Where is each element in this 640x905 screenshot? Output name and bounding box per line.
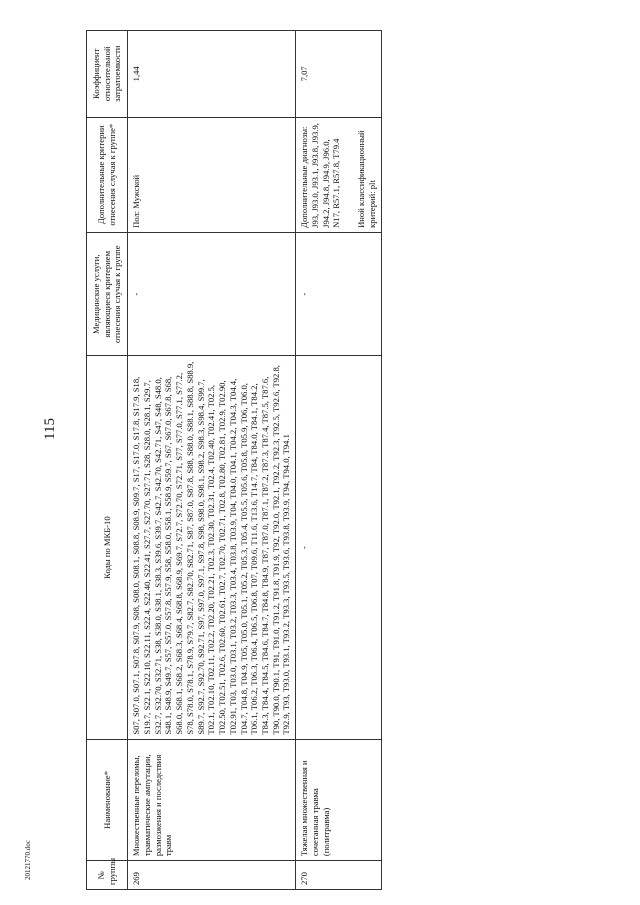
cell-name: Тяжелая множественная и сочетанная травма (политравма) — [296, 739, 381, 861]
footer-filename: 20121770.doc — [24, 840, 32, 880]
cell-services: - — [296, 232, 381, 356]
cell-name: Множественные переломы, травматические ампутации, размозжения и последствия травм — [128, 739, 296, 861]
header-name: Наименование* — [87, 739, 128, 861]
extra-criteria-text: Пол: Мужской — [131, 174, 142, 228]
cell-group-no: 269 — [128, 861, 296, 890]
cell-coefficient: 1,44 — [128, 31, 296, 118]
table-row — [296, 31, 381, 890]
cell-codes: S07, S07.0, S07.1, S07.8, S07.9, S08, S08.0, S08.1, S08.8, S08.9, S09.7, S17, S17.0, S17.8, S17.9, S18, S19.7, S22.1, S22.10, S22.11, S22.4, S22.40, S22.41, S27.7, S27.70, S27.71, S28, S28.0, S28.1, S29.7, S32.7, S32.70, S32.71, S38, S38.0, S38.1, S38.3, S39.6, S39.7, S42.7, S42.70, S42.71, S47, S48, S48.0, S48.1, S48.9, S49.7, S57, S57.0, S57.8, S57.9, S58, S58.0, S58.1, S58.9, S59.7, S67, S67.0, S67.8, S68, S68.0, S68.1, S68.2, S68.3, S68.4, S68.8, S68.9, S69.7, S72.7, S72.70, S72.71, S77, S77.0, S77.1, S77.2, S78, S78.0, S78.1, S78.9, S79.7, S82.7, S82.70, S82.71, S87, S87.0, S87.8, S88, S88.0, S88.1, S88.8, S88.9, S89.7, S92.7, S92.70, S92.71, S97, S97.0, S97.1, S97.8, S98, S98.0, S98.1, S98.2, S98.3, S98.4, S99.7, T02.1, T02.10, T02.11, T02.2, T02.20, T02.21, T02.3, T02.30, T02.31, T02.4, T02.40, T02.41, T02.5, T02.50, T02.51, T02.6, T02.60, T02.61, T02.7, T02.70, T02.71, T02.8, T02.80, T02.81, T02.9, T02.90, T02.91, T03, T03.0, T03.1, T03.2, T03.3, T03.4, T03.8, T03.9, T04, T04.0, T04.1, T04.2, T04.3, T04.4, T04.7, T04.8, T04.9, T05, T05.0, T05.1, T05.2, T05.3, T05.4, T05.5, T05.6, T05.8, T05.9, T06, T06.0, T06.1, T06.2, T06.3, T06.4, T06.5, T06.8, T07, T09.6, T11.6, T13.6, T14.7, T84, T84.0, T84.1, T84.2, T84.3, T84.4, T84.5, T84.6, T84.7, T84.8, T84.9, T87, T87.0, T87.1, T87.2, T87.3, T87.4, T87.5, T87.6, T90, T90.0, T90.1, T91, T91.0, T91.2, T91.8, T91.9, T92, T92.0, T92.1, T92.2, T92.3, T92.5, T92.6, T92.8, T92.9, T93, T93.0, T93.1, T93.2, T93.3, T93.5, T93.6, T93.8, T93.9, T94, T94.0, T94.1 — [128, 356, 296, 739]
extra-criteria-other: Иной классификационный критерий: plt — [356, 130, 377, 228]
cell-extra-criteria — [128, 117, 296, 232]
table-row — [128, 31, 296, 890]
classification-table — [86, 30, 382, 890]
rotated-table-container — [86, 30, 612, 890]
table-header-row — [87, 31, 128, 890]
cell-coefficient: 7,07 — [296, 31, 381, 118]
cell-group-no: 270 — [296, 861, 381, 890]
cell-extra-criteria — [296, 117, 381, 232]
header-extra-criteria: Дополнительные критерии отнесения случая к группе* — [87, 117, 128, 232]
header-codes: Коды по МКБ-10 — [87, 356, 128, 739]
cell-services: - — [128, 232, 296, 356]
page-number: 115 — [42, 418, 58, 440]
cell-codes: - — [296, 356, 381, 739]
header-services: Медицинские услуги, являющиеся критерием отнесения случая к группе — [87, 232, 128, 356]
header-group-no: № группы — [87, 861, 128, 890]
header-coefficient: Коэффициент относительной затратоемкости — [87, 31, 128, 118]
extra-criteria-text: Дополнительные диагнозы: J93, J93.0, J93.1, J93.8, J93.9, J94.2, J94.8, J94.9, J96.0, N17, R57.1, R57.8, T79.4 — [299, 123, 342, 228]
